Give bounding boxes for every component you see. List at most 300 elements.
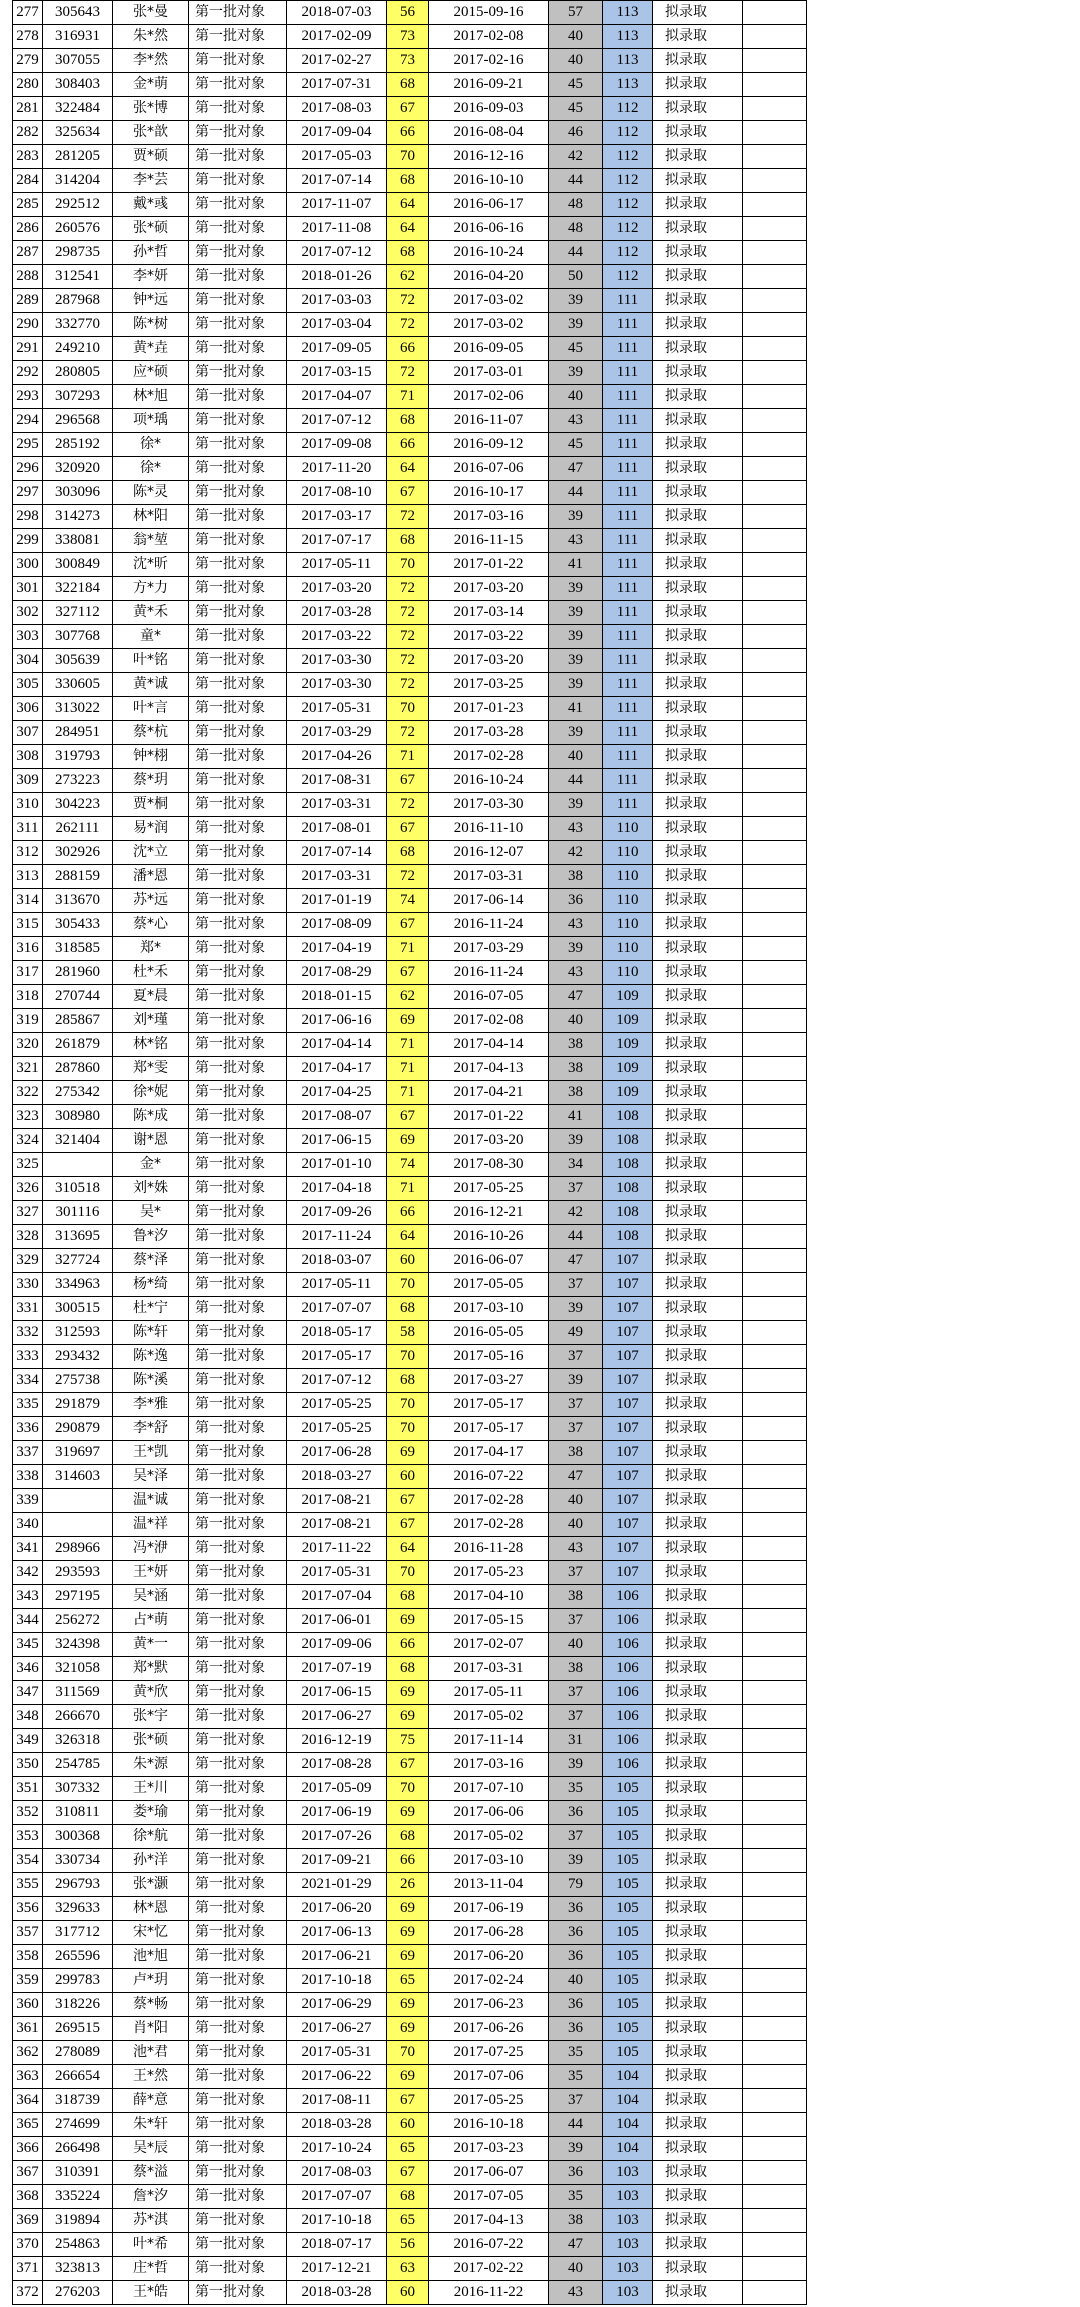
applicant-name-cell: 叶*言	[113, 697, 189, 721]
status-cell: 拟录取	[653, 817, 743, 841]
applicant-id-cell: 314273	[43, 505, 113, 529]
status-cell: 拟录取	[653, 577, 743, 601]
status-cell: 拟录取	[653, 1, 743, 25]
empty-cell	[743, 1201, 807, 1225]
total-score-cell: 111	[603, 721, 653, 745]
date-1-cell: 2017-11-24	[287, 1225, 387, 1249]
empty-cell	[743, 1633, 807, 1657]
date-2-cell: 2017-03-16	[429, 1753, 549, 1777]
table-row	[13, 985, 807, 1009]
applicant-name-cell: 娄*瑜	[113, 1801, 189, 1825]
total-score-cell: 108	[603, 1105, 653, 1129]
applicant-name-cell: 张*硕	[113, 1729, 189, 1753]
status-cell: 拟录取	[653, 1321, 743, 1345]
rank-cell: 308	[13, 745, 43, 769]
score-2-cell: 39	[549, 601, 603, 625]
score-2-cell: 40	[549, 385, 603, 409]
total-score-cell: 110	[603, 961, 653, 985]
rank-cell: 334	[13, 1369, 43, 1393]
applicant-name-cell: 徐*	[113, 433, 189, 457]
total-score-cell: 112	[603, 145, 653, 169]
applicant-name-cell: 杜*宁	[113, 1297, 189, 1321]
score-1-cell: 72	[387, 793, 429, 817]
applicant-name-cell: 刘*姝	[113, 1177, 189, 1201]
date-2-cell: 2017-05-11	[429, 1681, 549, 1705]
date-2-cell: 2017-01-22	[429, 1105, 549, 1129]
score-2-cell: 39	[549, 721, 603, 745]
empty-cell	[743, 433, 807, 457]
date-1-cell: 2017-01-19	[287, 889, 387, 913]
empty-cell	[743, 913, 807, 937]
total-score-cell: 104	[603, 2113, 653, 2137]
date-1-cell: 2017-05-31	[287, 697, 387, 721]
status-cell: 拟录取	[653, 649, 743, 673]
status-cell: 拟录取	[653, 2041, 743, 2065]
table-row	[13, 97, 807, 121]
batch-cell: 第一批对象	[189, 217, 287, 241]
score-2-cell: 36	[549, 2161, 603, 2185]
applicant-id-cell: 304223	[43, 793, 113, 817]
date-1-cell: 2017-09-05	[287, 337, 387, 361]
empty-cell	[743, 1945, 807, 1969]
score-2-cell: 40	[549, 1009, 603, 1033]
empty-cell	[743, 697, 807, 721]
status-cell: 拟录取	[653, 1969, 743, 1993]
empty-cell	[743, 1249, 807, 1273]
date-2-cell: 2017-07-06	[429, 2065, 549, 2089]
date-1-cell: 2017-04-17	[287, 1057, 387, 1081]
score-1-cell: 68	[387, 169, 429, 193]
total-score-cell: 103	[603, 2281, 653, 2305]
applicant-id-cell: 296793	[43, 1873, 113, 1897]
rank-cell: 314	[13, 889, 43, 913]
total-score-cell: 105	[603, 1921, 653, 1945]
empty-cell	[743, 1033, 807, 1057]
status-cell: 拟录取	[653, 145, 743, 169]
date-1-cell: 2017-11-22	[287, 1537, 387, 1561]
batch-cell: 第一批对象	[189, 1177, 287, 1201]
score-2-cell: 45	[549, 337, 603, 361]
score-2-cell: 45	[549, 73, 603, 97]
applicant-name-cell: 戴*彧	[113, 193, 189, 217]
date-1-cell: 2017-08-21	[287, 1513, 387, 1537]
applicant-id-cell: 329633	[43, 1897, 113, 1921]
batch-cell: 第一批对象	[189, 2113, 287, 2137]
table-row	[13, 1609, 807, 1633]
empty-cell	[743, 529, 807, 553]
score-1-cell: 71	[387, 1177, 429, 1201]
rank-cell: 340	[13, 1513, 43, 1537]
date-1-cell: 2017-09-06	[287, 1633, 387, 1657]
date-1-cell: 2017-07-14	[287, 169, 387, 193]
applicant-id-cell: 330734	[43, 1849, 113, 1873]
rank-cell: 350	[13, 1753, 43, 1777]
score-2-cell: 36	[549, 1993, 603, 2017]
date-1-cell: 2017-06-19	[287, 1801, 387, 1825]
applicant-id-cell: 305433	[43, 913, 113, 937]
status-cell: 拟录取	[653, 289, 743, 313]
score-1-cell: 68	[387, 1657, 429, 1681]
score-1-cell: 69	[387, 2065, 429, 2089]
empty-cell	[743, 1273, 807, 1297]
status-cell: 拟录取	[653, 1105, 743, 1129]
date-2-cell: 2017-01-23	[429, 697, 549, 721]
date-2-cell: 2016-05-05	[429, 1321, 549, 1345]
table-row	[13, 1537, 807, 1561]
score-1-cell: 69	[387, 1921, 429, 1945]
score-1-cell: 72	[387, 577, 429, 601]
rank-cell: 369	[13, 2209, 43, 2233]
applicant-name-cell: 温*诚	[113, 1489, 189, 1513]
empty-cell	[743, 577, 807, 601]
total-score-cell: 112	[603, 169, 653, 193]
empty-cell	[743, 2161, 807, 2185]
total-score-cell: 111	[603, 385, 653, 409]
total-score-cell: 113	[603, 1, 653, 25]
rank-cell: 286	[13, 217, 43, 241]
applicant-id-cell: 330605	[43, 673, 113, 697]
empty-cell	[743, 1921, 807, 1945]
table-row	[13, 337, 807, 361]
applicant-name-cell: 吴*辰	[113, 2137, 189, 2161]
table-row	[13, 361, 807, 385]
table-row	[13, 1465, 807, 1489]
total-score-cell: 107	[603, 1537, 653, 1561]
total-score-cell: 112	[603, 265, 653, 289]
applicant-name-cell: 李*然	[113, 49, 189, 73]
applicant-id-cell: 301116	[43, 1201, 113, 1225]
status-cell: 拟录取	[653, 1561, 743, 1585]
date-2-cell: 2017-06-06	[429, 1801, 549, 1825]
applicant-name-cell: 张*硕	[113, 217, 189, 241]
total-score-cell: 107	[603, 1417, 653, 1441]
table-row	[13, 217, 807, 241]
rank-cell: 288	[13, 265, 43, 289]
date-2-cell: 2016-06-17	[429, 193, 549, 217]
empty-cell	[743, 1321, 807, 1345]
total-score-cell: 110	[603, 913, 653, 937]
date-2-cell: 2017-06-07	[429, 2161, 549, 2185]
date-1-cell: 2017-03-04	[287, 313, 387, 337]
applicant-id-cell: 324398	[43, 1633, 113, 1657]
rank-cell: 285	[13, 193, 43, 217]
applicant-name-cell: 黄*欣	[113, 1681, 189, 1705]
batch-cell: 第一批对象	[189, 2017, 287, 2041]
date-2-cell: 2017-03-02	[429, 313, 549, 337]
total-score-cell: 106	[603, 1609, 653, 1633]
date-1-cell: 2017-08-01	[287, 817, 387, 841]
batch-cell: 第一批对象	[189, 121, 287, 145]
total-score-cell: 108	[603, 1153, 653, 1177]
score-1-cell: 72	[387, 625, 429, 649]
score-2-cell: 44	[549, 481, 603, 505]
date-1-cell: 2017-04-07	[287, 385, 387, 409]
date-1-cell: 2017-04-26	[287, 745, 387, 769]
score-1-cell: 66	[387, 1633, 429, 1657]
batch-cell: 第一批对象	[189, 2041, 287, 2065]
applicant-name-cell: 叶*希	[113, 2233, 189, 2257]
total-score-cell: 111	[603, 361, 653, 385]
empty-cell	[743, 505, 807, 529]
status-cell: 拟录取	[653, 241, 743, 265]
applicant-id-cell: 288159	[43, 865, 113, 889]
batch-cell: 第一批对象	[189, 481, 287, 505]
table-row	[13, 2041, 807, 2065]
date-1-cell: 2017-03-22	[287, 625, 387, 649]
applicant-name-cell: 吴*	[113, 1201, 189, 1225]
total-score-cell: 111	[603, 673, 653, 697]
rank-cell: 338	[13, 1465, 43, 1489]
date-1-cell: 2017-08-09	[287, 913, 387, 937]
date-1-cell: 2017-05-25	[287, 1393, 387, 1417]
empty-cell	[743, 385, 807, 409]
date-2-cell: 2016-07-06	[429, 457, 549, 481]
empty-cell	[743, 1537, 807, 1561]
batch-cell: 第一批对象	[189, 937, 287, 961]
table-row	[13, 1945, 807, 1969]
batch-cell: 第一批对象	[189, 1033, 287, 1057]
date-2-cell: 2016-11-22	[429, 2281, 549, 2305]
rank-cell: 317	[13, 961, 43, 985]
table-row	[13, 1369, 807, 1393]
total-score-cell: 105	[603, 1945, 653, 1969]
date-2-cell: 2017-06-28	[429, 1921, 549, 1945]
rank-cell: 325	[13, 1153, 43, 1177]
score-1-cell: 69	[387, 1009, 429, 1033]
table-row	[13, 265, 807, 289]
score-2-cell: 39	[549, 793, 603, 817]
applicant-name-cell: 林*旭	[113, 385, 189, 409]
date-1-cell: 2017-06-15	[287, 1681, 387, 1705]
table-row	[13, 1729, 807, 1753]
empty-cell	[743, 553, 807, 577]
score-1-cell: 68	[387, 241, 429, 265]
empty-cell	[743, 2041, 807, 2065]
table-row	[13, 1753, 807, 1777]
rank-cell: 353	[13, 1825, 43, 1849]
score-2-cell: 37	[549, 1825, 603, 1849]
rank-cell: 290	[13, 313, 43, 337]
rank-cell: 343	[13, 1585, 43, 1609]
applicant-name-cell: 蔡*泽	[113, 1249, 189, 1273]
date-2-cell: 2016-07-22	[429, 2233, 549, 2257]
date-2-cell: 2013-11-04	[429, 1873, 549, 1897]
status-cell: 拟录取	[653, 193, 743, 217]
rank-cell: 319	[13, 1009, 43, 1033]
empty-cell	[743, 841, 807, 865]
status-cell: 拟录取	[653, 1177, 743, 1201]
date-2-cell: 2017-03-02	[429, 289, 549, 313]
applicant-name-cell: 张*歆	[113, 121, 189, 145]
batch-cell: 第一批对象	[189, 553, 287, 577]
applicant-id-cell: 302926	[43, 841, 113, 865]
status-cell: 拟录取	[653, 169, 743, 193]
rank-cell: 296	[13, 457, 43, 481]
batch-cell: 第一批对象	[189, 1321, 287, 1345]
score-2-cell: 50	[549, 265, 603, 289]
applicant-id-cell: 287968	[43, 289, 113, 313]
empty-cell	[743, 1129, 807, 1153]
batch-cell: 第一批对象	[189, 961, 287, 985]
batch-cell: 第一批对象	[189, 193, 287, 217]
table-row	[13, 697, 807, 721]
score-1-cell: 64	[387, 217, 429, 241]
table-row	[13, 457, 807, 481]
applicant-name-cell: 钟*栩	[113, 745, 189, 769]
date-1-cell: 2017-09-26	[287, 1201, 387, 1225]
total-score-cell: 103	[603, 2257, 653, 2281]
table-row	[13, 1561, 807, 1585]
total-score-cell: 103	[603, 2209, 653, 2233]
batch-cell: 第一批对象	[189, 1201, 287, 1225]
empty-cell	[743, 1609, 807, 1633]
status-cell: 拟录取	[653, 2185, 743, 2209]
date-1-cell: 2017-07-19	[287, 1657, 387, 1681]
date-1-cell: 2017-03-31	[287, 865, 387, 889]
score-1-cell: 66	[387, 433, 429, 457]
total-score-cell: 111	[603, 505, 653, 529]
admission-list-table	[12, 0, 807, 2305]
table-row	[13, 625, 807, 649]
rank-cell: 345	[13, 1633, 43, 1657]
total-score-cell: 108	[603, 1129, 653, 1153]
date-2-cell: 2016-09-05	[429, 337, 549, 361]
status-cell: 拟录取	[653, 1609, 743, 1633]
table-row	[13, 937, 807, 961]
applicant-id-cell: 297195	[43, 1585, 113, 1609]
rank-cell: 355	[13, 1873, 43, 1897]
applicant-id-cell: 323813	[43, 2257, 113, 2281]
date-2-cell: 2017-03-20	[429, 1129, 549, 1153]
applicant-name-cell: 池*旭	[113, 1945, 189, 1969]
batch-cell: 第一批对象	[189, 577, 287, 601]
date-1-cell: 2018-03-27	[287, 1465, 387, 1489]
empty-cell	[743, 745, 807, 769]
score-1-cell: 69	[387, 1801, 429, 1825]
applicant-id-cell: 338081	[43, 529, 113, 553]
score-2-cell: 36	[549, 1921, 603, 1945]
score-2-cell: 43	[549, 1537, 603, 1561]
empty-cell	[743, 1, 807, 25]
score-2-cell: 43	[549, 2281, 603, 2305]
applicant-id-cell: 308980	[43, 1105, 113, 1129]
applicant-name-cell: 李*芸	[113, 169, 189, 193]
total-score-cell: 106	[603, 1585, 653, 1609]
date-2-cell: 2016-12-16	[429, 145, 549, 169]
score-2-cell: 40	[549, 2257, 603, 2281]
rank-cell: 292	[13, 361, 43, 385]
rank-cell: 299	[13, 529, 43, 553]
status-cell: 拟录取	[653, 1585, 743, 1609]
table-row	[13, 73, 807, 97]
table-row	[13, 1489, 807, 1513]
applicant-id-cell: 292512	[43, 193, 113, 217]
table-row	[13, 2017, 807, 2041]
score-2-cell: 39	[549, 505, 603, 529]
applicant-id-cell: 334963	[43, 1273, 113, 1297]
date-1-cell: 2017-08-28	[287, 1753, 387, 1777]
score-2-cell: 40	[549, 1633, 603, 1657]
batch-cell: 第一批对象	[189, 1, 287, 25]
score-2-cell: 43	[549, 961, 603, 985]
table-row	[13, 1633, 807, 1657]
applicant-id-cell: 291879	[43, 1393, 113, 1417]
empty-cell	[743, 1849, 807, 1873]
score-1-cell: 67	[387, 1753, 429, 1777]
date-2-cell: 2016-11-24	[429, 961, 549, 985]
status-cell: 拟录取	[653, 265, 743, 289]
score-2-cell: 43	[549, 817, 603, 841]
score-1-cell: 69	[387, 1705, 429, 1729]
total-score-cell: 111	[603, 745, 653, 769]
table-row	[13, 2113, 807, 2137]
batch-cell: 第一批对象	[189, 2089, 287, 2113]
applicant-name-cell: 苏*远	[113, 889, 189, 913]
status-cell: 拟录取	[653, 1153, 743, 1177]
status-cell: 拟录取	[653, 673, 743, 697]
total-score-cell: 107	[603, 1321, 653, 1345]
empty-cell	[743, 193, 807, 217]
status-cell: 拟录取	[653, 529, 743, 553]
date-1-cell: 2017-05-11	[287, 1273, 387, 1297]
total-score-cell: 107	[603, 1561, 653, 1585]
date-1-cell: 2017-07-26	[287, 1825, 387, 1849]
date-2-cell: 2017-06-23	[429, 1993, 549, 2017]
applicant-id-cell: 312593	[43, 1321, 113, 1345]
date-2-cell: 2017-04-13	[429, 2209, 549, 2233]
empty-cell	[743, 1465, 807, 1489]
status-cell: 拟录取	[653, 1849, 743, 1873]
date-2-cell: 2016-11-15	[429, 529, 549, 553]
status-cell: 拟录取	[653, 865, 743, 889]
score-1-cell: 72	[387, 361, 429, 385]
batch-cell: 第一批对象	[189, 913, 287, 937]
batch-cell: 第一批对象	[189, 1417, 287, 1441]
date-1-cell: 2017-06-27	[287, 1705, 387, 1729]
batch-cell: 第一批对象	[189, 1537, 287, 1561]
score-2-cell: 41	[549, 697, 603, 721]
score-1-cell: 69	[387, 1897, 429, 1921]
applicant-id-cell: 307293	[43, 385, 113, 409]
total-score-cell: 113	[603, 73, 653, 97]
batch-cell: 第一批对象	[189, 889, 287, 913]
date-2-cell: 2016-11-24	[429, 913, 549, 937]
total-score-cell: 105	[603, 1777, 653, 1801]
score-2-cell: 31	[549, 1729, 603, 1753]
empty-cell	[743, 241, 807, 265]
batch-cell: 第一批对象	[189, 313, 287, 337]
total-score-cell: 112	[603, 193, 653, 217]
applicant-name-cell: 温*祥	[113, 1513, 189, 1537]
total-score-cell: 106	[603, 1753, 653, 1777]
applicant-id-cell: 261879	[43, 1033, 113, 1057]
date-1-cell: 2017-05-09	[287, 1777, 387, 1801]
rank-cell: 301	[13, 577, 43, 601]
empty-cell	[743, 649, 807, 673]
rank-cell: 352	[13, 1801, 43, 1825]
status-cell: 拟录取	[653, 1513, 743, 1537]
table-row	[13, 1081, 807, 1105]
date-1-cell: 2018-05-17	[287, 1321, 387, 1345]
date-2-cell: 2017-03-31	[429, 1657, 549, 1681]
score-1-cell: 73	[387, 49, 429, 73]
date-2-cell: 2017-03-23	[429, 2137, 549, 2161]
total-score-cell: 106	[603, 1705, 653, 1729]
rank-cell: 349	[13, 1729, 43, 1753]
score-1-cell: 67	[387, 769, 429, 793]
score-1-cell: 68	[387, 841, 429, 865]
applicant-id-cell: 313670	[43, 889, 113, 913]
